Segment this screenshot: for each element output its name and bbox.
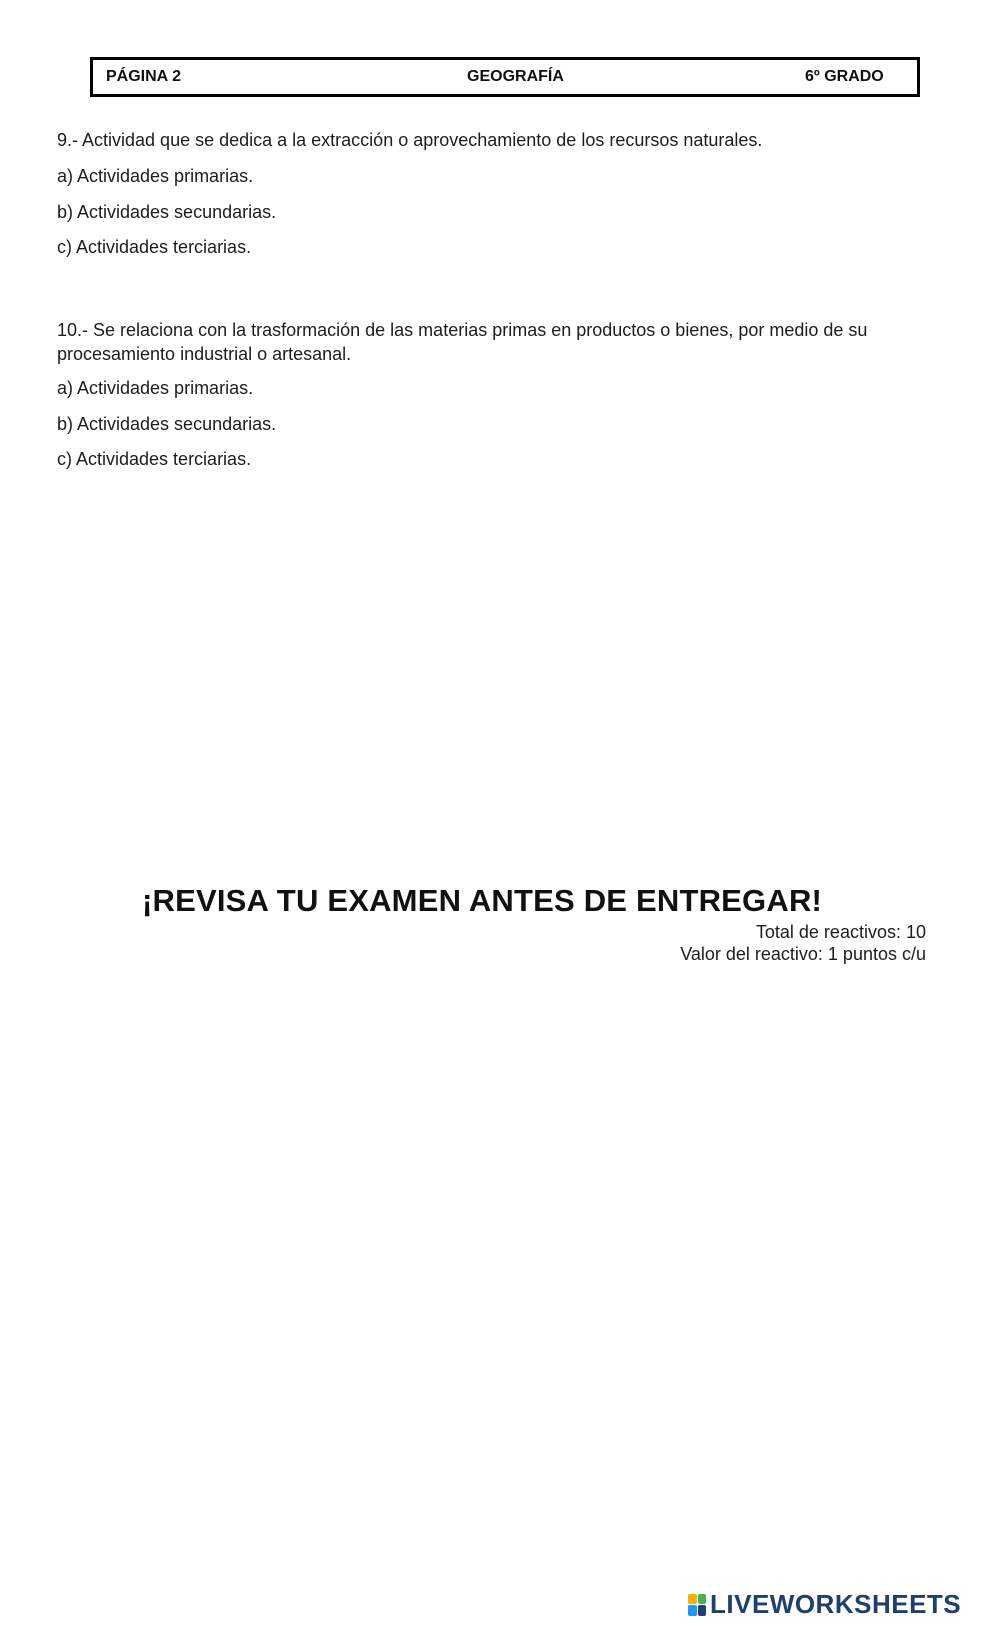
grade-label: 6º GRADO [805, 68, 884, 85]
liveworksheets-logo-icon [688, 1594, 706, 1616]
liveworksheets-watermark [688, 1589, 961, 1620]
item-value: Valor del reactivo: 1 puntos c/u [680, 944, 926, 964]
option-b: b) Actividades secundarias. [57, 414, 277, 434]
option-b: b) Actividades secundarias. [57, 202, 277, 222]
review-banner: ¡REVISA TU EXAMEN ANTES DE ENTREGAR! [142, 883, 823, 918]
option-c: c) Actividades terciarias. [57, 237, 252, 257]
total-items: Total de reactivos: 10 [755, 922, 926, 942]
subject-title: GEOGRAFÍA [467, 68, 564, 85]
option-c: c) Actividades terciarias. [57, 449, 252, 469]
question-text: 9.- Actividad que se dedica a la extracción o aprovechamiento de los recursos naturales. [57, 130, 763, 150]
page-header [90, 57, 920, 97]
option-a: a) Actividades primarias. [57, 166, 254, 186]
watermark-text: LIVEWORKSHEETS [710, 1589, 962, 1619]
question-text: 10.- Se relaciona con la trasformación de las materias primas en productos o bienes, por medio de su procesamiento industrial o artesanal. [57, 320, 868, 364]
page-number: PÁGINA 2 [106, 68, 181, 85]
option-a: a) Actividades primarias. [57, 378, 254, 398]
